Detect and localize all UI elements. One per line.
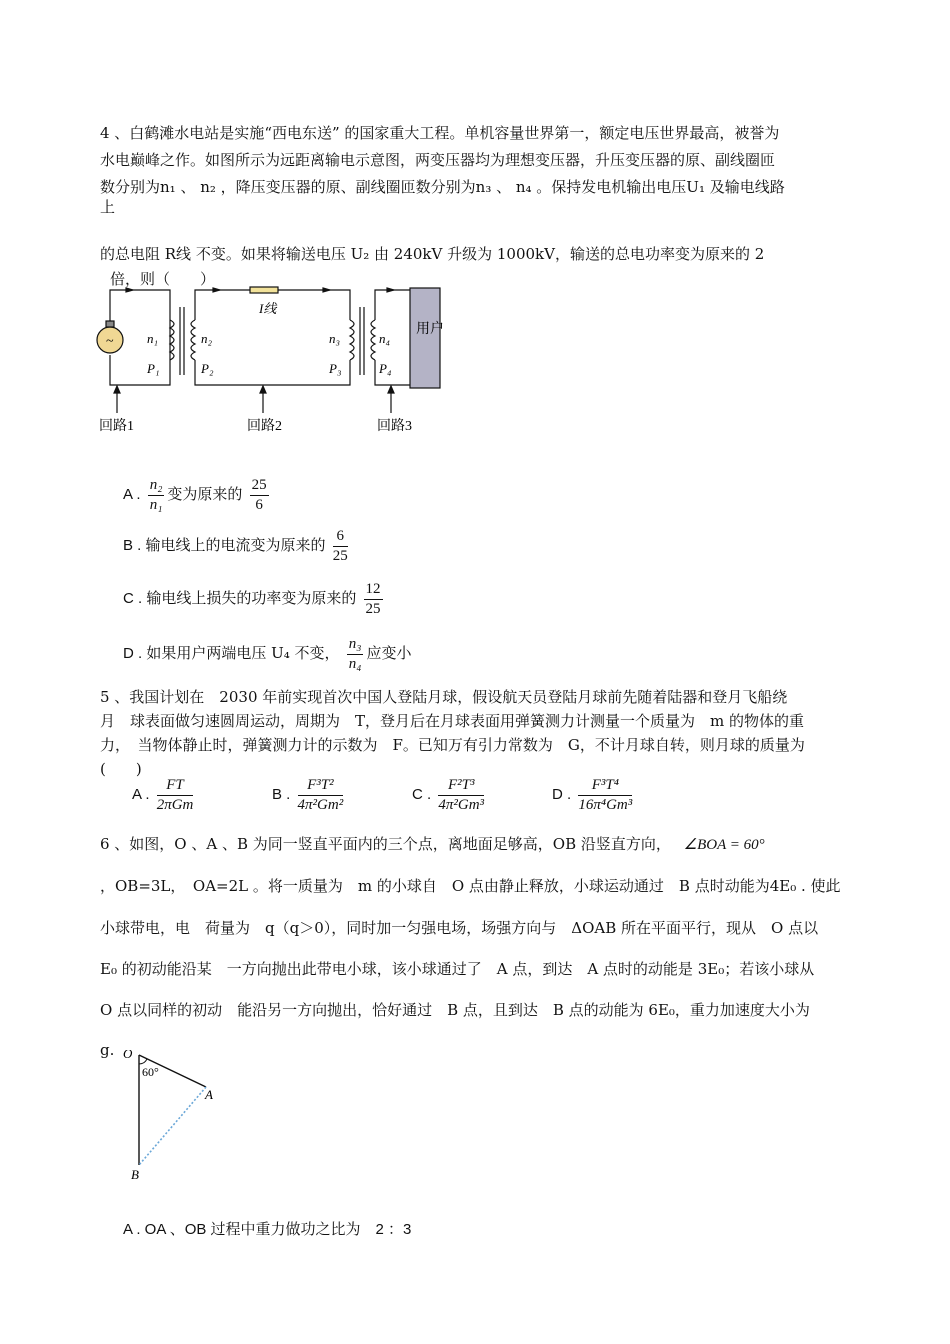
- q6-line-4: E₀ 的初动能沿某 一方向抛出此带电小球，该小球通过了 A 点，到达 A 点时的动能是 3E₀；若该小球从: [100, 960, 815, 978]
- line-current-label: I线: [259, 301, 277, 316]
- q4-option-b[interactable]: B . 输电线上的电流变为原来的 $\frac{6}{25}$: [123, 527, 348, 564]
- svg-text:回路3: 回路3: [377, 419, 412, 434]
- q4-option-a[interactable]: A . $\frac{\text{n₂}}{\text{n₁}}$ 变为原来的 $\frac{25}{6}$: [123, 476, 267, 513]
- q5-option-b[interactable]: B . $\frac{\text{F³T²}}{\text{4π²Gm²}}$: [272, 776, 344, 813]
- svg-text:n₂: n₂: [201, 331, 213, 346]
- q6-line-5: O 点以同样的初动 能沿另一方向抛出，恰好通过 B 点，且到达 B 点的动能为 6E₀，重力加速度大小为: [100, 1001, 810, 1019]
- q4-option-d[interactable]: D . 如果用户两端电压 U₄ 不变， $\frac{\text{n₃}}{\text{n₄}}$ 应变小: [123, 635, 412, 672]
- svg-text:P₄: P₄: [379, 361, 392, 376]
- q6-line-1: 6 、如图，O 、A 、B 为同一竖直平面内的三个点，离地面足够高，OB 沿竖直方向， ∠BOA = 60°: [100, 835, 765, 853]
- q5-line-1: 5 、我国计划在 2030 年前实现首次中国人登陆月球，假设航天员登陆月球前先随着陆器和登月飞船绕: [100, 688, 788, 706]
- svg-text:n₃: n₃: [329, 331, 341, 346]
- q6-option-a[interactable]: A . OA 、OB 过程中重力做功之比为 2 ：3: [123, 1221, 412, 1238]
- q5-option-d[interactable]: D . $\frac{\text{F³T⁴}}{\text{16π⁴Gm³}}$: [552, 776, 633, 813]
- q5-option-a[interactable]: A . $\frac{FT}{\text{2πGm}}$: [132, 776, 194, 813]
- angle-boa: ∠BOA = 60°: [683, 837, 765, 853]
- svg-text:P₂: P₂: [201, 361, 214, 376]
- svg-text:回路2: 回路2: [247, 419, 282, 434]
- q6-line-6: g.: [100, 1041, 115, 1059]
- q5-option-c[interactable]: C . $\frac{\text{F²T³}}{\text{4π²Gm³}}$: [412, 776, 485, 813]
- q4-line-1: 4 、白鹤滩水电站是实施“西电东送” 的国家重大工程。单机容量世界第一，额定电压世界最高，被誉为: [100, 124, 780, 142]
- q6-line-2: ，OB=3L， OA=2L 。将一质量为 m 的小球自 O 点由静止释放，小球运动通过 B 点时动能为4E₀ . 使此: [100, 877, 841, 895]
- q4-line-2: 水电巅峰之作。如图所示为远距离输电示意图，两变压器均为理想变压器，升压变压器的原、副线圈匝: [100, 151, 776, 169]
- q6-line-3: 小球带电，电 荷量为 q（q＞0），同时加一匀强电场，场强方向与 ΔOAB 所在平面平行，现从 O 点以: [100, 919, 819, 937]
- transmission-circuit-figure: [95, 285, 455, 440]
- svg-text:P₃: P₃: [329, 361, 342, 376]
- svg-text:O: O: [123, 1050, 133, 1061]
- ac-source-icon: ~: [106, 334, 114, 349]
- triangle-oab-figure: [120, 1050, 230, 1185]
- svg-text:P₁: P₁: [147, 361, 160, 376]
- svg-text:B: B: [131, 1167, 139, 1182]
- q4-option-c[interactable]: C . 输电线上损失的功率变为原来的 $\frac{12}{25}$: [123, 580, 381, 617]
- svg-text:A: A: [205, 1087, 213, 1102]
- q4-line-5: 的总电阻 R线 不变。如果将输送电压 U₂ 由 240kV 升级为 1000kV，输送的总电功率变为原来的 2: [100, 245, 765, 263]
- svg-text:n₄: n₄: [379, 331, 391, 346]
- q4-line-4: 上: [100, 198, 116, 216]
- svg-text:60°: 60°: [142, 1065, 159, 1079]
- q4-line-3: 数分别为n₁ 、 n₂ ，降压变压器的原、副线圈匝数分别为n₃ 、 n₄ 。保持发电机输出电压U₁ 及输电线路: [100, 178, 785, 196]
- q5-line-4: ( ): [100, 760, 142, 778]
- q5-line-3: 力， 当物体静止时，弹簧测力计的示数为 F。已知万有引力常数为 G，不计月球自转，则月球的质量为: [100, 736, 805, 754]
- svg-text:回路1: 回路1: [99, 419, 134, 434]
- q4-line-6: 倍，则（ ）: [110, 270, 216, 288]
- user-load-label: 用户: [416, 322, 444, 337]
- svg-text:n₁: n₁: [147, 331, 159, 346]
- q5-line-2: 月 球表面做匀速圆周运动，周期为 T，登月后在月球表面用弹簧测力计测量一个质量为 m 的物体的重: [100, 712, 805, 730]
